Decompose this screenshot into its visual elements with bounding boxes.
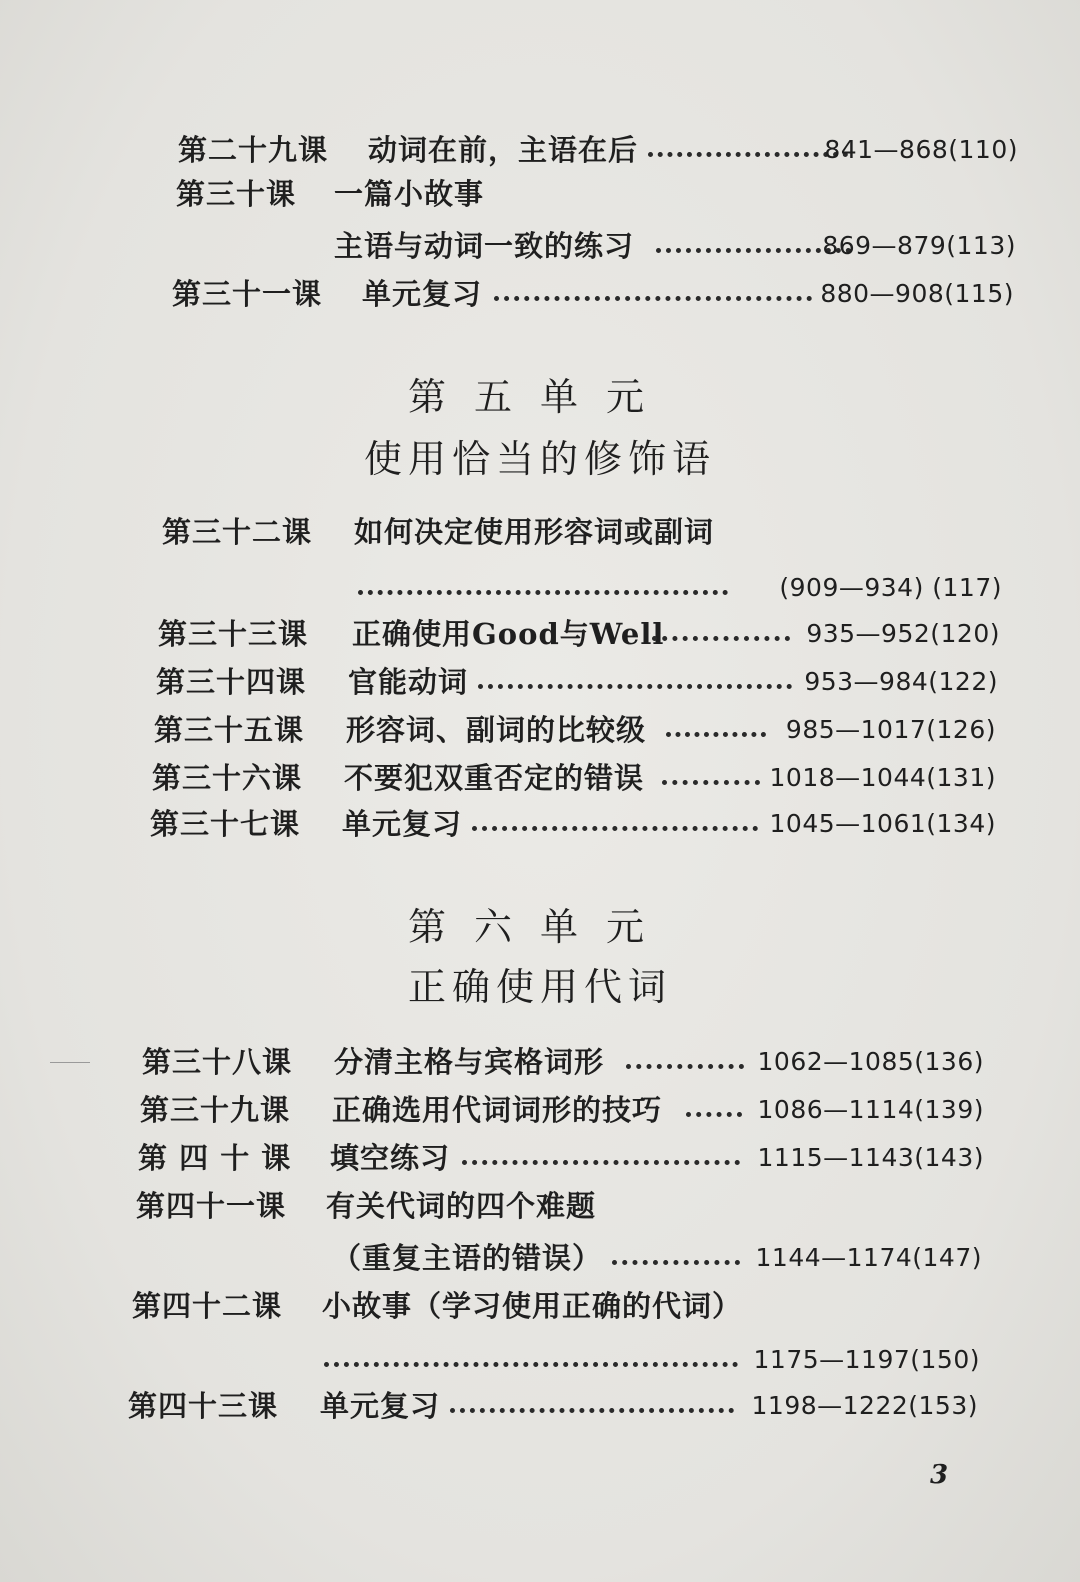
toc-entry-continued xyxy=(176,224,1016,268)
unit-subtitle: 正确使用代词 xyxy=(407,965,672,1009)
lesson-number: 第二十九课 xyxy=(178,133,329,167)
dot-leader xyxy=(612,1260,740,1265)
lesson-title: 单元复习 xyxy=(362,277,483,311)
toc-entry xyxy=(172,272,1014,316)
lesson-title: 动词在前，主语在后 xyxy=(368,133,639,167)
unit-subtitle: 使用恰当的修饰语 xyxy=(363,437,716,481)
dot-leader xyxy=(686,1112,742,1117)
toc-entry-continued xyxy=(136,1236,982,1280)
toc-entry xyxy=(152,756,996,800)
dot-leader xyxy=(472,826,758,831)
lesson-title: 官能动词 xyxy=(348,665,469,699)
page-range: 953—984(122) xyxy=(804,667,998,696)
lesson-number: 第三十五课 xyxy=(154,713,305,747)
dot-leader xyxy=(358,590,728,595)
toc-entry xyxy=(162,510,1002,554)
lesson-number: 第三十六课 xyxy=(152,761,303,795)
page-range: 1018—1044(131) xyxy=(769,763,996,792)
lesson-number: 第三十八课 xyxy=(142,1045,293,1079)
dot-leader xyxy=(662,780,760,785)
lesson-number: 第三十一课 xyxy=(172,277,323,311)
lesson-title: 形容词、副词的比较级 xyxy=(346,713,647,747)
page-range: 935—952(120) xyxy=(806,619,1000,648)
page-range: (909—934) (117) xyxy=(779,573,1002,602)
lesson-title: 有关代词的四个难题 xyxy=(326,1189,597,1223)
unit-heading: 第六单元 xyxy=(407,905,672,949)
unit-heading: 第五单元 xyxy=(407,375,672,419)
dot-leader xyxy=(626,1064,744,1069)
dot-leader xyxy=(648,152,848,157)
lesson-title: 正确选用代词词形的技巧 xyxy=(332,1093,663,1127)
dot-leader xyxy=(450,1408,734,1413)
page-range: 985—1017(126) xyxy=(785,715,996,744)
toc-entry xyxy=(138,1136,984,1180)
lesson-number: 第三十七课 xyxy=(150,807,301,841)
page-range: 1045—1061(134) xyxy=(769,809,996,838)
lesson-title: 主语与动词一致的练习 xyxy=(334,229,635,263)
page-range: 1086—1114(139) xyxy=(757,1095,984,1124)
toc-entry xyxy=(128,1384,978,1428)
page-range: 1115—1143(143) xyxy=(757,1143,984,1172)
toc-entry xyxy=(176,172,1016,216)
lesson-number: 第三十三课 xyxy=(158,617,309,651)
page-range: 1144—1174(147) xyxy=(755,1243,982,1272)
lesson-number: 第三十课 xyxy=(176,177,297,211)
lesson-title: 分清主格与宾格词形 xyxy=(334,1045,605,1079)
toc-entry xyxy=(156,660,998,704)
lesson-number: 第 四 十 课 xyxy=(138,1141,292,1175)
margin-mark xyxy=(50,1062,90,1063)
toc-entry xyxy=(132,1284,980,1328)
dot-leader xyxy=(652,636,790,641)
lesson-title: 如何决定使用形容词或副词 xyxy=(354,515,715,549)
dot-leader xyxy=(462,1160,740,1165)
lesson-number: 第三十四课 xyxy=(156,665,307,699)
page-range: 1198—1222(153) xyxy=(751,1391,978,1420)
page-range: 869—879(113) xyxy=(822,231,1016,260)
dot-leader xyxy=(666,732,766,737)
dot-leader xyxy=(478,684,792,689)
toc-entry xyxy=(154,708,996,752)
toc-entry xyxy=(142,1040,984,1084)
lesson-title: 填空练习 xyxy=(330,1141,451,1175)
page-range: 1175—1197(150) xyxy=(753,1345,980,1374)
toc-entry-continued xyxy=(132,1338,980,1382)
toc-entry xyxy=(136,1184,982,1228)
lesson-title: 单元复习 xyxy=(342,807,463,841)
lesson-number: 第四十一课 xyxy=(136,1189,287,1223)
toc-entry xyxy=(158,612,1000,656)
lesson-number: 第三十二课 xyxy=(162,515,313,549)
page-range: 841—868(110) xyxy=(824,135,1018,164)
lesson-number: 第四十二课 xyxy=(132,1289,283,1323)
toc-entry xyxy=(178,128,1018,172)
lesson-title: 单元复习 xyxy=(320,1389,441,1423)
lesson-number: 第三十九课 xyxy=(140,1093,291,1127)
page-number: 3 xyxy=(930,1460,949,1490)
page-range: 880—908(115) xyxy=(820,279,1014,308)
lesson-title: 正确使用Good与Well xyxy=(352,617,665,651)
dot-leader xyxy=(324,1362,738,1367)
lesson-title: 一篇小故事 xyxy=(334,177,485,211)
toc-entry xyxy=(140,1088,984,1132)
toc-entry-continued xyxy=(162,566,1002,610)
page-range: 1062—1085(136) xyxy=(757,1047,984,1076)
dot-leader xyxy=(494,296,812,301)
lesson-title: 不要犯双重否定的错误 xyxy=(344,761,645,795)
lesson-title: （重复主语的错误） xyxy=(332,1241,603,1275)
lesson-title: 小故事（学习使用正确的代词） xyxy=(322,1289,743,1323)
lesson-number: 第四十三课 xyxy=(128,1389,279,1423)
toc-entry xyxy=(150,802,996,846)
